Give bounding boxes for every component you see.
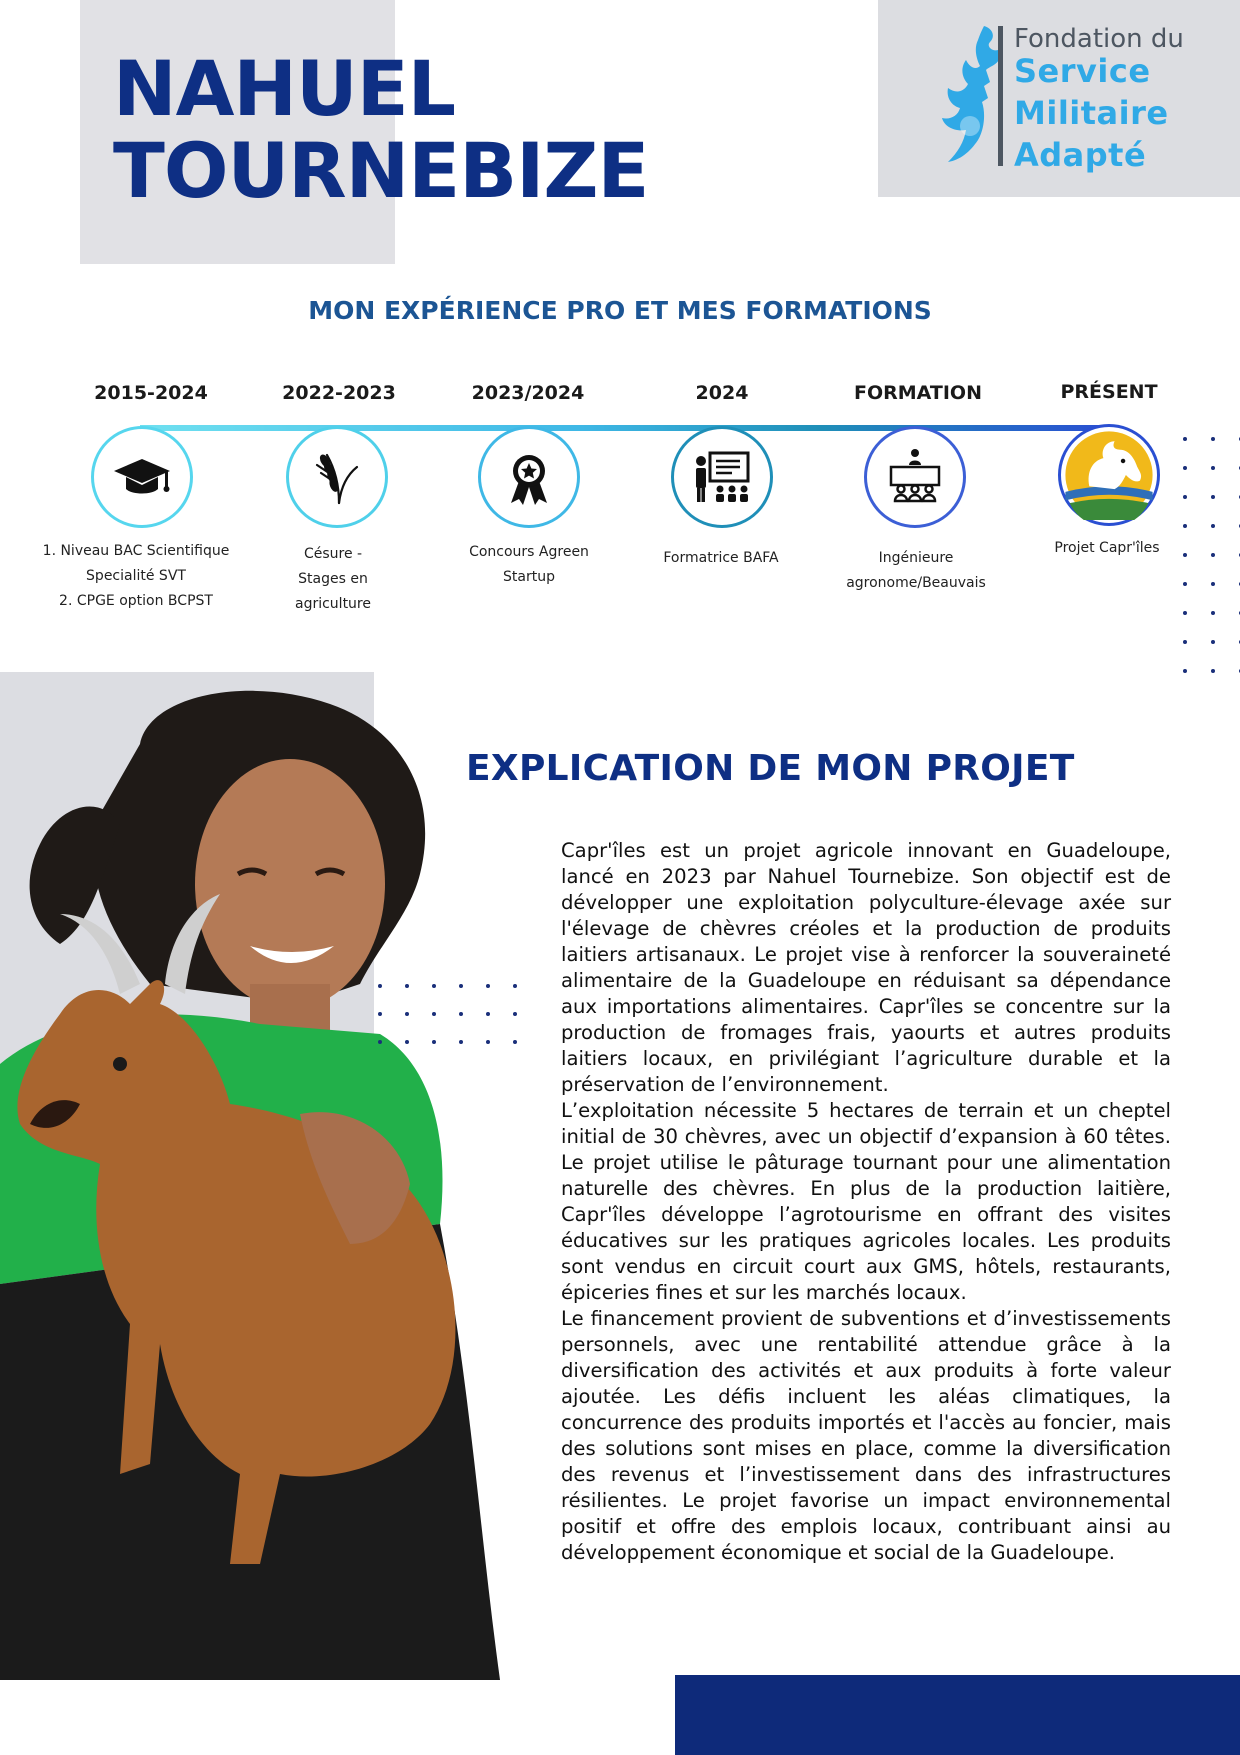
goat-logo-icon	[1064, 430, 1154, 520]
timeline-year-1: 2015-2024	[94, 382, 208, 404]
logo-divider	[998, 26, 1003, 166]
person-name	[113, 44, 649, 215]
wheat-icon	[305, 445, 369, 509]
logo-text-militaire: Militaire	[1014, 94, 1169, 132]
timeline-year-2: 2022-2023	[282, 382, 396, 404]
timeline-year-4: 2024	[695, 382, 749, 404]
last-name: TOURNEBIZE	[113, 126, 649, 215]
timeline-item-1-circle	[91, 426, 193, 528]
timeline-item-6-circle	[1058, 424, 1160, 526]
timeline-desc-2-line: Stages en	[298, 571, 368, 587]
logo-text-adapte: Adapté	[1014, 136, 1147, 174]
project-description	[561, 838, 1171, 1668]
timeline-desc-6-line: Projet Capr'îles	[1054, 540, 1160, 556]
portrait-photo-with-goat	[0, 684, 550, 1680]
award-ribbon-icon	[497, 445, 561, 509]
timeline-year-3: 2023/2024	[471, 382, 585, 404]
graduation-cap-icon	[110, 445, 174, 509]
project-paragraph-2: L’exploitation nécessite 5 hectares de terrain et un cheptel initial de 30 chèvres, avec un objectif d’expansion à 60 têtes. Le projet utilise le pâturage tournant pour une alimentation naturelle des chèvres. En plus de la production laitière, Capr'îles développe l’agrotourisme en offrant des visites éducatives sur les pratiques agricoles locales. Les produits sont vendus en circuit court aux GMS, hôtels, restaurants, épiceries fines et sur les marchés locaux.	[561, 1099, 1171, 1304]
meeting-group-icon	[883, 445, 947, 509]
timeline-desc-5-line: Ingénieure	[878, 550, 954, 566]
timeline-desc-4	[611, 546, 831, 571]
fsma-logo-icon	[940, 22, 1006, 170]
timeline-desc-1-line: 1. Niveau BAC Scientifique	[42, 543, 230, 559]
project-paragraph-1: Capr'îles est un projet agricole innovant en Guadeloupe, lancé en 2023 par Nahuel Tournebize. Son objectif est de développer une exploitation polyculture-élevage axée sur l'élevage de chèvres créoles et la production de produits laitiers artisanaux. Le projet vise à renforcer la souveraineté alimentaire de la Guadeloupe en réduisant sa dépendance aux importations alimentaires. Capr'îles se concentre sur la production de fromages frais, yaourts et autres produits laitiers locaux, en privilégiant l’agriculture durable et la préservation de l’environnement.	[561, 839, 1171, 1096]
footer-accent-bar	[675, 1675, 1240, 1755]
timeline-connector	[0, 420, 1240, 440]
timeline-desc-2-line: agriculture	[295, 596, 371, 612]
timeline-desc-5-line: agronome/Beauvais	[846, 575, 986, 591]
timeline-desc-3	[419, 540, 639, 590]
experience-section-title: MON EXPÉRIENCE PRO ET MES FORMATIONS	[308, 296, 932, 325]
timeline-desc-2-line: Césure -	[303, 546, 363, 562]
timeline-item-2-circle	[286, 426, 388, 528]
teacher-board-icon	[690, 445, 754, 509]
timeline-item-5-circle	[864, 426, 966, 528]
timeline-desc-3-line: Startup	[503, 569, 555, 585]
timeline-year-5: FORMATION	[854, 382, 982, 404]
decorative-dot-grid-middle	[378, 984, 517, 1044]
timeline-desc-1-line: 2. CPGE option BCPST	[59, 593, 213, 609]
decorative-dot-grid-right	[1183, 437, 1240, 673]
timeline-desc-1	[26, 539, 246, 614]
timeline-desc-1-line: Specialité SVT	[86, 568, 186, 584]
timeline-item-3-circle	[478, 426, 580, 528]
project-paragraph-3: Le financement provient de subventions et d’investissements personnels, avec une rentabilité attendue grâce à la diversification des activités et aux produits à forte valeur ajoutée. Les défis incluent les aléas climatiques, la concurrence des produits importés et l'accès au foncier, mais des solutions sont mises en place, comme la diversification des revenus et l’investissement dans des infrastructures résilientes. Le projet favorise un impact environnemental positif et offre des emplois locaux, contribuant ainsi au développement économique et social de la Guadeloupe.	[561, 1307, 1171, 1564]
logo-text-fondation: Fondation du	[1014, 24, 1184, 54]
timeline-desc-4-line: Formatrice BAFA	[663, 550, 779, 566]
timeline-year-6: PRÉSENT	[1060, 381, 1158, 403]
timeline-desc-2	[223, 542, 443, 617]
first-name: NAHUEL	[113, 44, 456, 133]
timeline-item-4-circle	[671, 426, 773, 528]
project-section-title: EXPLICATION DE MON PROJET	[466, 748, 1075, 789]
timeline-desc-5	[806, 546, 1026, 596]
timeline-desc-3-line: Concours Agreen	[469, 544, 589, 560]
logo-text-service: Service	[1014, 52, 1151, 90]
